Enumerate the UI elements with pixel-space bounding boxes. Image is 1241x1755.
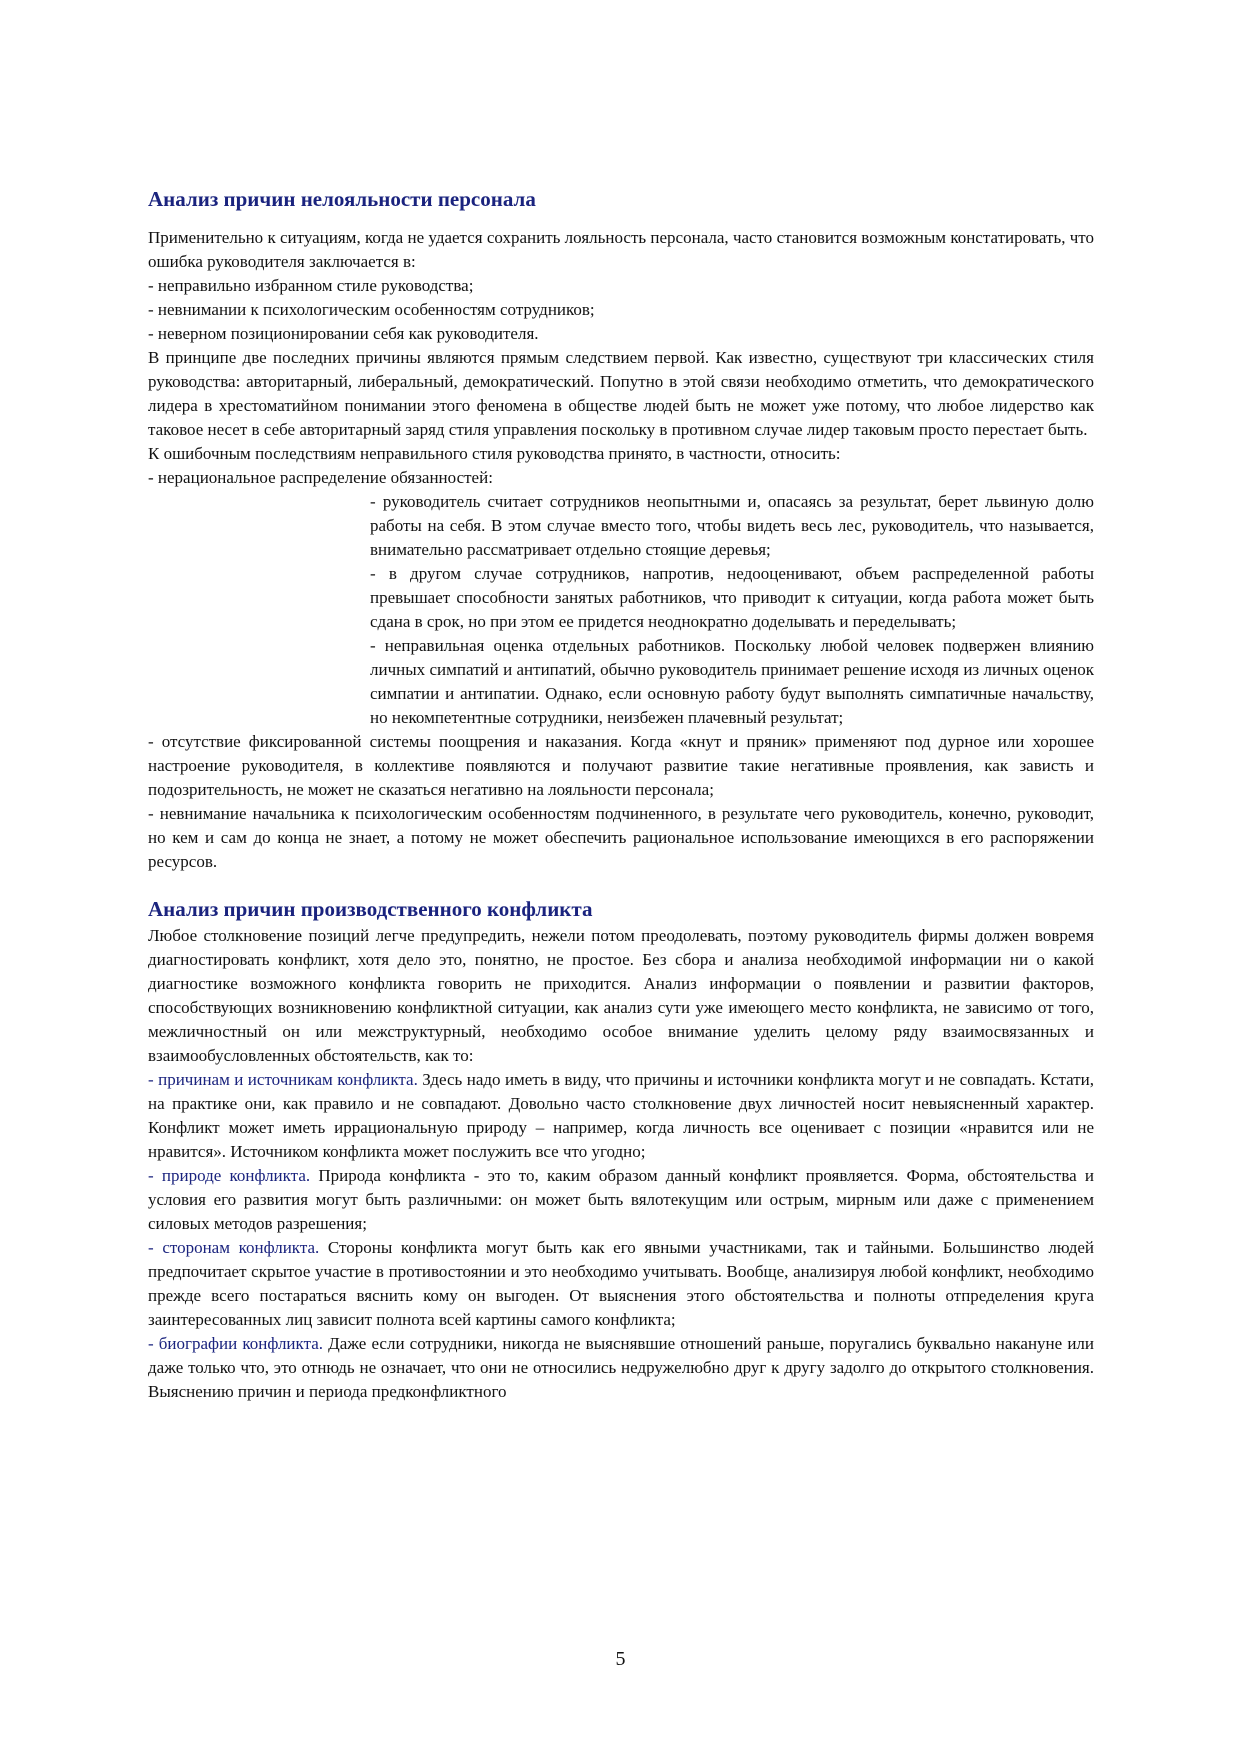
list-item-conflict-aspect: [148, 1164, 1094, 1236]
section-heading-conflict: Анализ причин производственного конфликта: [148, 897, 593, 921]
sublist-item: - в другом случае сотрудников, напротив, недооценивают, объем распределенной работы превышает способности занятых работников, что приводит к ситуации, когда работа может быть сдана в срок, но при этом ее придется неоднократно доделывать и переделывать;: [370, 564, 1094, 631]
aspect-text: Здесь надо иметь в виду, что причины и источники конфликта могут и не совпадать. Кстати, на практике они, как правило и не совпадают. Довольно часто столкновение двух личностей носит невыясненный характер. Конфликт может иметь иррациональную природу – например, когда личность все оценивает с позиции «нравится или не нравится». Источником конфликта может послужить все что угодно;: [148, 1070, 1094, 1161]
section-conflict: [148, 896, 1094, 1404]
list-item-cause: - неверном позиционировании себя как руководителя.: [148, 324, 539, 343]
aspect-lead: - природе конфликта.: [148, 1166, 311, 1185]
aspect-lead: - причинам и источникам конфликта.: [148, 1070, 418, 1089]
list-item-conflict-aspect: [148, 1068, 1094, 1164]
section-heading-disloyalty: Анализ причин нелояльности персонала: [148, 187, 536, 211]
paragraph-leadership-styles: В принципе две последних причины являются прямым следствием первой. Как известно, существуют три классических стиля руководства: авторитарный, либеральный, демократический. Попутно в этой связи необходимо отметить, что демократического лидера в хрестоматийном понимании этого феномена в обществе людей быть не может уже потому, что любое лидерство как таковое несет в себе авторитарный заряд стиля управления поскольку в противном случае лидер таковым просто перестает быть.: [148, 348, 1094, 439]
list-item-cause: - невнимании к психологическим особенностям сотрудников;: [148, 300, 595, 319]
aspect-lead: - сторонам конфликта.: [148, 1238, 320, 1257]
paragraph-intro: Применительно к ситуациям, когда не удается сохранить лояльность персонала, часто становится возможным констатировать, что ошибка руководителя заключается в:: [148, 228, 1094, 271]
aspect-lead: - биографии конфликта.: [148, 1334, 324, 1353]
list-item-cause: - неправильно избранном стиле руководства;: [148, 276, 474, 295]
list-item-consequence: - невнимание начальника к психологическим особенностям подчиненного, в результате чего руководитель, конечно, руководит, но кем и сам до конца не знает, а потому не может обеспечить рациональное использование имеющихся в его распоряжении ресурсов.: [148, 804, 1094, 871]
aspect-text: Даже если сотрудники, никогда не выяснявшие отношений раньше, поругались буквально накануне или даже только что, это отнюдь не означает, что они не относились недружелюбно друг к другу задолго до открытого столкновения. Выяснению причин и периода предконфликтного: [148, 1334, 1094, 1401]
indented-sublist: [370, 490, 1094, 730]
list-item-consequence: - нерациональное распределение обязанностей:: [148, 468, 493, 487]
paragraph-conflict-intro: Любое столкновение позиций легче предупредить, нежели потом преодолевать, поэтому руководитель фирмы должен вовремя диагностировать конфликт, хотя дело это, понятно, не простое. Без сбора и анализа необходимой информации ни о какой диагностике возможного конфликта говорить не приходится. Анализ информации о появлении и развитии факторов, способствующих возникновению конфликтной ситуации, как анализ сути уже имеющего место конфликта, не зависимо от того, межличностный он или межструктурный, необходимо особое внимание уделить целому ряду взаимосвязанных и взаимообусловленных обстоятельств, как то:: [148, 926, 1094, 1065]
page-number: 5: [615, 1648, 626, 1670]
aspect-text: Природа конфликта - это то, каким образом данный конфликт проявляется. Форма, обстоятельства и условия его развития могут быть различными: он может быть вялотекущим или острым, мирным или даже с применением силовых методов разрешения;: [148, 1166, 1094, 1233]
paragraph-consequences-intro: К ошибочным последствиям неправильного стиля руководства принято, в частности, относить:: [148, 444, 841, 463]
list-item-consequence: - отсутствие фиксированной системы поощрения и наказания. Когда «кнут и пряник» применяют под дурное или хорошее настроение руководителя, в коллективе появляются и получают развитие такие негативные проявления, как зависть и подозрительность, не может не сказаться негативно на лояльности персонала;: [148, 732, 1094, 799]
sublist-item: - руководитель считает сотрудников неопытными и, опасаясь за результат, берет львиную долю работы на себя. В этом случае вместо того, чтобы видеть весь лес, руководитель, что называется, внимательно рассматривает отдельно стоящие деревья;: [370, 492, 1094, 559]
list-item-conflict-aspect: [148, 1236, 1094, 1332]
list-item-conflict-aspect: [148, 1332, 1094, 1404]
sublist-item: - неправильная оценка отдельных работников. Поскольку любой человек подвержен влиянию личных симпатий и антипатий, обычно руководитель принимает решение исходя из личных оценок симпатии и антипатии. Однако, если основную работу будут выполнять симпатичные начальству, но некомпетентные сотрудники, неизбежен плачевный результат;: [370, 636, 1094, 727]
page-body: [148, 186, 1094, 1404]
aspect-text: Стороны конфликта могут быть как его явными участниками, так и тайными. Большинство людей предпочитает скрытое участие в противостоянии и это необходимо учитывать. Вообще, анализируя любой конфликт, необходимо прежде всего постараться вяснить кому он выгоден. От выяснения этого обстоятельства и полноты отпределения круга заинтересованных лиц зависит полнота всей картины самого конфликта;: [148, 1238, 1094, 1329]
